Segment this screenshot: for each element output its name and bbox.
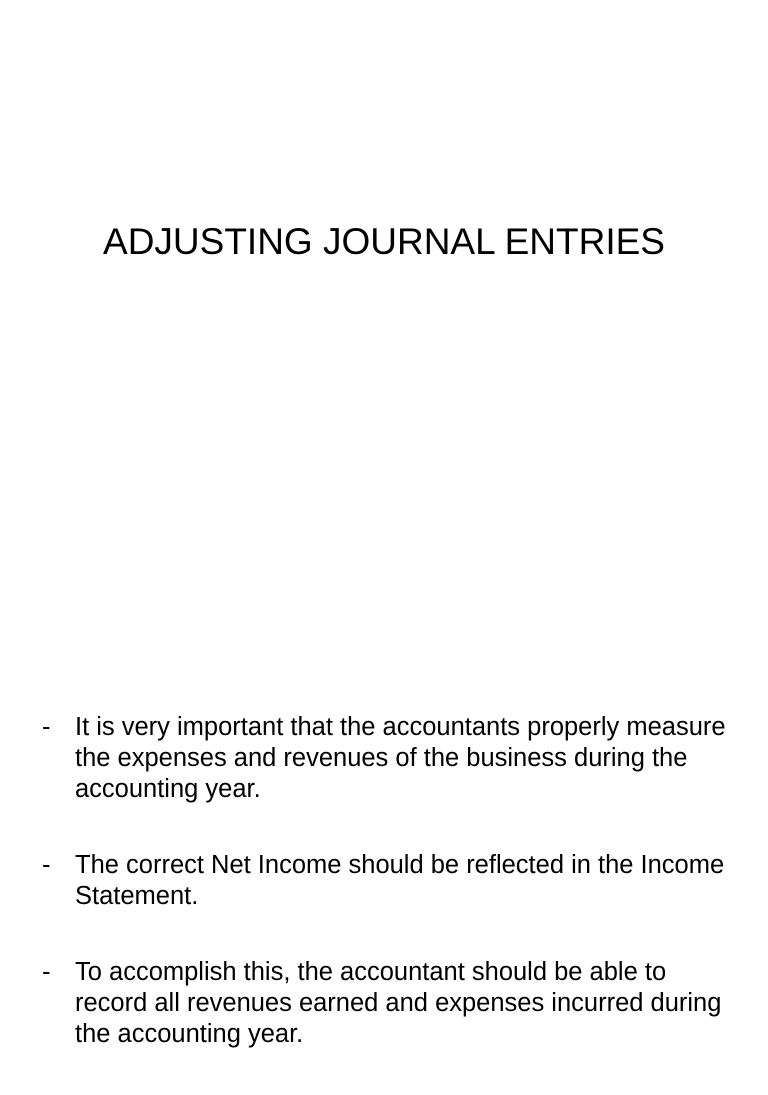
bullet-marker: -: [42, 851, 51, 879]
bullet-text: To accomplish this, the accountant should be able to record all revenues earned and expenses incurred during the accounting year.: [75, 958, 722, 1048]
bullet-text: It is very important that the accountants properly measure the expenses and revenues of the business during the accounting year.: [75, 713, 726, 803]
bullet-marker: -: [42, 958, 51, 986]
bullet-text: The correct Net Income should be reflected in the Income Statement.: [75, 851, 725, 910]
bullet-item: [42, 850, 742, 912]
bullet-item: [42, 957, 742, 1050]
bullet-item: [42, 712, 742, 805]
bullet-marker: -: [42, 713, 51, 741]
bullet-list: [42, 712, 742, 1095]
slide-title: ADJUSTING JOURNAL ENTRIES: [103, 221, 665, 262]
